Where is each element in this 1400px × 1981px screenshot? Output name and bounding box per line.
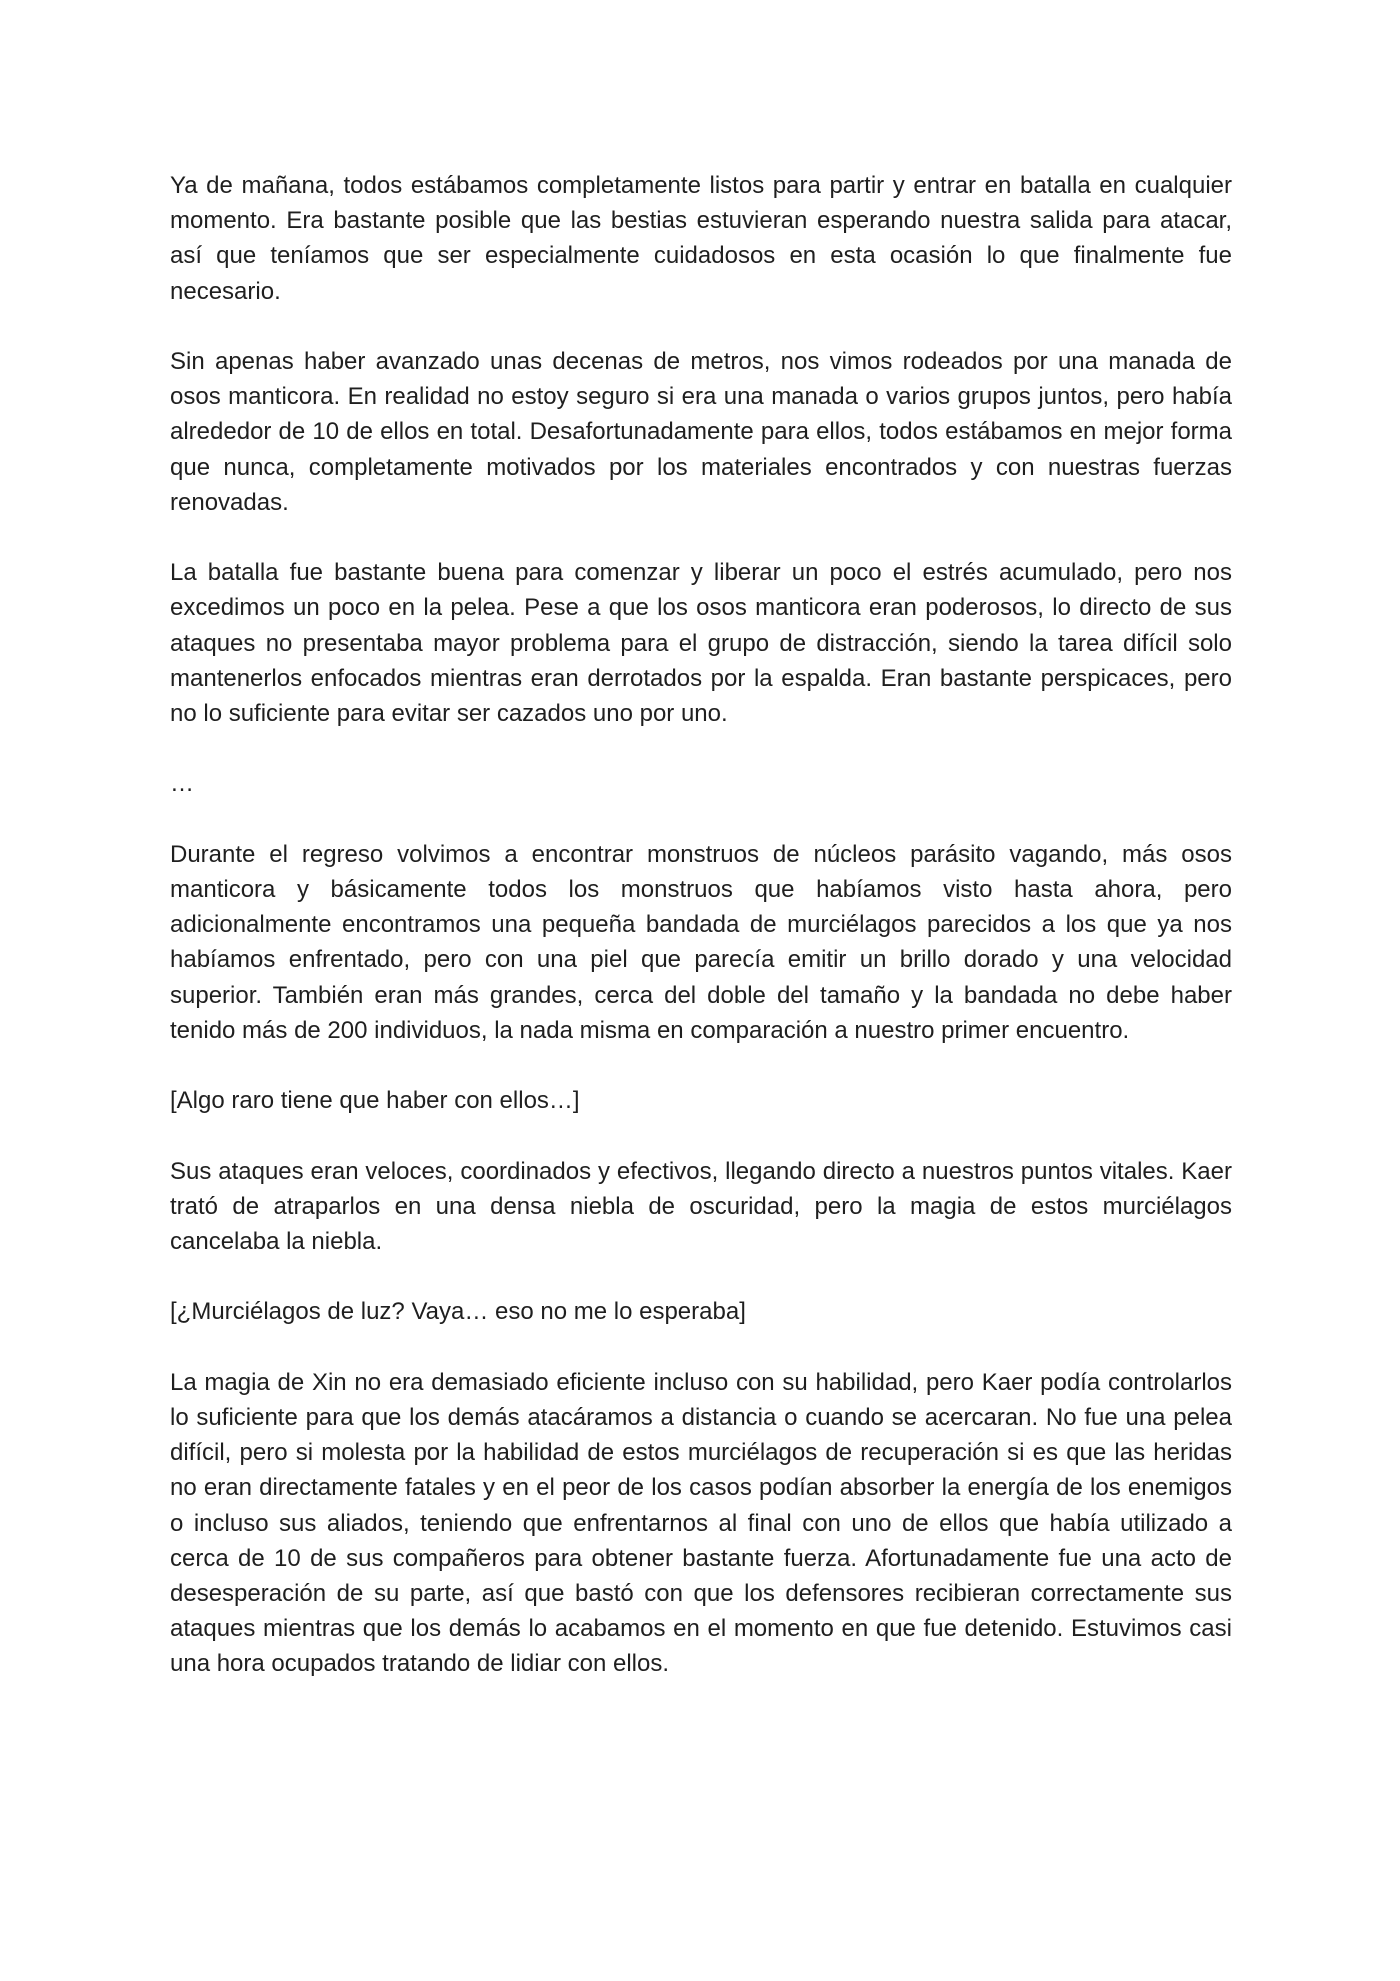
paragraph-2: Sin apenas haber avanzado unas decenas de metros, nos vimos rodeados por una manada de osos manticora. En realidad no estoy seguro si era una manada o varios grupos juntos, pero había alrededor de 10 de ellos en total. Desafortunadamente para ellos, todos estábamos en mejor forma que nunca, completamente motivados por los materiales encontrados y con nuestras fuerzas renovadas. xyxy=(170,348,1232,516)
document-body xyxy=(170,168,1232,1717)
paragraph-1: Ya de mañana, todos estábamos completamente listos para partir y entrar en batalla en cualquier momento. Era bastante posible que las bestias estuvieran esperando nuestra salida para atacar, así que teníamos que ser especialmente cuidadosos en esta ocasión lo que finalmente fue necesario. xyxy=(170,172,1232,305)
paragraph-5: Sus ataques eran veloces, coordinados y efectivos, llegando directo a nuestros puntos vitales. Kaer trató de atraparlos en una densa niebla de oscuridad, pero la magia de estos murciélagos cancelaba la niebla. xyxy=(170,1157,1232,1255)
scene-break: … xyxy=(170,770,194,798)
thought-line-2: [¿Murciélagos de luz? Vaya… eso no me lo esperaba] xyxy=(170,1298,746,1326)
thought-line-1: [Algo raro tiene que haber con ellos…] xyxy=(170,1087,580,1115)
paragraph-3: La batalla fue bastante buena para comenzar y liberar un poco el estrés acumulado, pero nos excedimos un poco en la pelea. Pese a que los osos manticora eran poderosos, lo directo de sus ataques no presentaba mayor problema para el grupo de distracción, siendo la tarea difícil solo mantenerlos enfocados mientras eran derrotados por la espalda. Eran bastante perspicaces, pero no lo suficiente para evitar ser cazados uno por uno. xyxy=(170,559,1232,728)
paragraph-4: Durante el regreso volvimos a encontrar monstruos de núcleos parásito vagando, más osos manticora y básicamente todos los monstruos que habíamos visto hasta ahora, pero adicionalmente encontramos una pequeña bandada de murciélagos parecidos a los que ya nos habíamos enfrentado, pero con una piel que parecía emitir un brillo dorado y una velocidad superior. También eran más grandes, cerca del doble del tamaño y la bandada no debe haber tenido más de 200 individuos, la nada misma en comparación a nuestro primer encuentro. xyxy=(170,840,1232,1044)
paragraph-6: La magia de Xin no era demasiado eficiente incluso con su habilidad, pero Kaer podía controlarlos lo suficiente para que los demás atacáramos a distancia o cuando se acercaran. No fue una pelea difícil, pero si molesta por la habilidad de estos murciélagos de recuperación si es que las heridas no eran directamente fatales y en el peor de los casos podían absorber la energía de los enemigos o incluso sus aliados, teniendo que enfrentarnos al final con uno de ellos que había utilizado a cerca de 10 de sus compañeros para obtener bastante fuerza. Afortunadamente fue una acto de desesperación de su parte, así que bastó con que los defensores recibieran correctamente sus ataques mientras que los demás lo acabamos en el momento en que fue detenido. Estuvimos casi una hora ocupados tratando de lidiar con ellos. xyxy=(170,1368,1232,1678)
